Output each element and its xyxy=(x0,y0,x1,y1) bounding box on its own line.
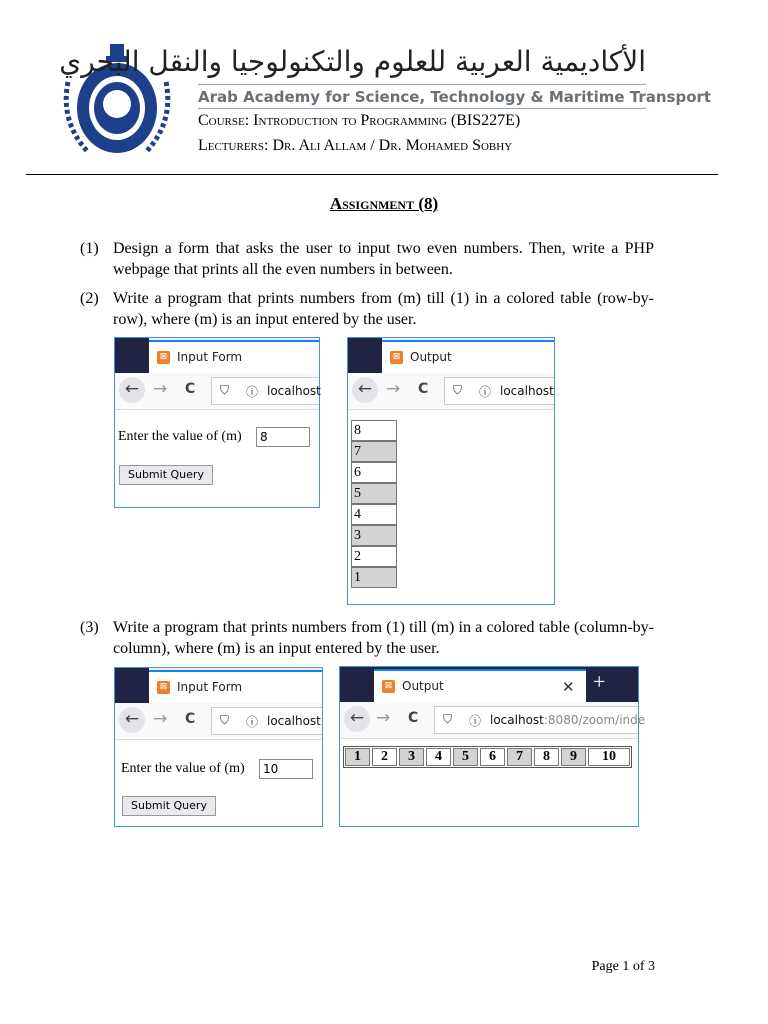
tab-label: Output xyxy=(410,350,452,364)
question-1 xyxy=(80,238,654,280)
table-cell: 4 xyxy=(351,504,397,525)
header-rule xyxy=(26,174,718,175)
q2-input-form-window xyxy=(114,337,320,508)
course-line: Course: Introduction to Programming (BIS227E) xyxy=(198,112,521,129)
table-cell: 2 xyxy=(372,748,397,766)
shield-icon: ⛉ xyxy=(220,713,230,727)
page-number: Page 1 of 3 xyxy=(591,959,655,974)
table-cell: 5 xyxy=(453,748,478,766)
question-3 xyxy=(80,617,654,659)
tab-strip-edge xyxy=(348,338,382,373)
header-divider xyxy=(198,84,646,85)
m-input[interactable] xyxy=(259,759,313,779)
reload-icon[interactable]: C xyxy=(408,710,419,726)
table-cell: 4 xyxy=(426,748,451,766)
question-text: Write a program that prints numbers from (m) till (1) in a colored table (row-by-row), where (m) is an input entered by the user. xyxy=(113,290,654,328)
url-bar[interactable] xyxy=(211,377,319,405)
back-arrow-icon[interactable]: ← xyxy=(119,707,145,733)
question-number: (3) xyxy=(80,619,99,636)
nav-bar xyxy=(115,703,322,740)
back-arrow-icon[interactable]: ← xyxy=(119,377,145,403)
tab-strip-edge xyxy=(115,668,149,703)
table-cell: 6 xyxy=(480,748,505,766)
new-tab-plus-icon[interactable]: + xyxy=(593,669,606,694)
table-cell: 10 xyxy=(588,748,630,766)
xampp-icon: ⊠ xyxy=(157,681,170,694)
back-arrow-icon[interactable]: ← xyxy=(344,706,370,732)
shield-icon: ⛉ xyxy=(443,712,453,726)
m-input-label: Enter the value of (m) xyxy=(118,429,242,444)
back-arrow-icon[interactable]: ← xyxy=(352,377,378,403)
tab-label: Input Form xyxy=(177,680,243,694)
xampp-icon: ⊠ xyxy=(157,351,170,364)
url-host: localhost xyxy=(490,713,544,727)
tab-bar xyxy=(115,338,319,373)
q3-output-window xyxy=(339,666,646,827)
close-tab-icon[interactable]: ✕ xyxy=(562,678,575,696)
table-cell: 8 xyxy=(351,420,397,441)
tab-input-form[interactable] xyxy=(149,340,319,373)
tab-bar xyxy=(348,338,554,373)
tab-label: Output xyxy=(402,679,444,693)
header-divider xyxy=(198,108,646,109)
info-icon: ⓘ xyxy=(246,715,259,729)
question-text: Design a form that asks the user to input two even numbers. Then, write a PHP webpage that prints all the even numbers in between. xyxy=(113,240,654,278)
forward-arrow-icon[interactable]: → xyxy=(386,379,401,399)
url-text: localhost xyxy=(500,384,554,398)
table-cell: 8 xyxy=(534,748,559,766)
horizontal-number-table xyxy=(343,746,632,768)
q2-output-window xyxy=(347,337,555,605)
info-icon: ⓘ xyxy=(246,385,259,399)
forward-arrow-icon[interactable]: → xyxy=(153,709,168,729)
nav-bar xyxy=(348,373,554,410)
table-cell: 1 xyxy=(345,748,370,766)
q3-input-form-window xyxy=(114,667,323,827)
nav-bar xyxy=(340,702,646,739)
lecturers-line: Lecturers: Dr. Ali Allam / Dr. Mohamed Sobhy xyxy=(198,137,513,154)
shield-icon: ⛉ xyxy=(453,383,463,397)
xampp-icon: ⊠ xyxy=(382,680,395,693)
url-bar[interactable] xyxy=(211,707,322,735)
url-bar[interactable] xyxy=(434,706,646,734)
table-cell: 3 xyxy=(399,748,424,766)
url-text xyxy=(490,713,645,727)
academy-name: Arab Academy for Science, Technology & Maritime Transport xyxy=(198,88,712,106)
reload-icon[interactable]: C xyxy=(185,711,196,727)
forward-arrow-icon[interactable]: → xyxy=(376,708,391,728)
submit-query-button[interactable]: Submit Query xyxy=(119,465,213,485)
tab-label: Input Form xyxy=(177,350,243,364)
reload-icon[interactable]: C xyxy=(185,381,196,397)
submit-query-button[interactable]: Submit Query xyxy=(122,796,216,816)
arabic-academy-title: الأكاديمية العربية للعلوم والتكنولوجيا والنقل البحري xyxy=(59,45,646,78)
nav-bar xyxy=(115,373,319,410)
xampp-icon: ⊠ xyxy=(390,351,403,364)
question-text: Write a program that prints numbers from (1) till (m) in a colored table (column-by-column), where (m) is an input entered by the user. xyxy=(113,619,654,657)
table-cell: 3 xyxy=(351,525,397,546)
table-cell: 9 xyxy=(561,748,586,766)
assignment-title: Assignment (8) xyxy=(329,194,439,213)
question-number: (1) xyxy=(80,240,99,257)
url-text: localhost xyxy=(267,384,321,398)
table-cell: 5 xyxy=(351,483,397,504)
question-number: (2) xyxy=(80,290,99,307)
reload-icon[interactable]: C xyxy=(418,381,429,397)
tab-output[interactable] xyxy=(374,669,586,702)
tab-input-form[interactable] xyxy=(149,670,322,703)
m-input-label: Enter the value of (m) xyxy=(121,761,245,776)
m-input[interactable] xyxy=(256,427,310,447)
tab-output[interactable] xyxy=(382,340,554,373)
shield-icon: ⛉ xyxy=(220,383,230,397)
url-text: localhost xyxy=(267,714,321,728)
info-icon: ⓘ xyxy=(479,385,492,399)
table-cell: 6 xyxy=(351,462,397,483)
url-bar[interactable] xyxy=(444,377,554,405)
tab-bar xyxy=(115,668,322,703)
forward-arrow-icon[interactable]: → xyxy=(153,379,168,399)
url-path: :8080/zoom/inde xyxy=(543,713,646,727)
table-cell: 1 xyxy=(351,567,397,588)
table-cell: 7 xyxy=(507,748,532,766)
info-icon: ⓘ xyxy=(469,714,482,728)
table-cell: 2 xyxy=(351,546,397,567)
table-cell: 7 xyxy=(351,441,397,462)
question-2 xyxy=(80,288,654,330)
tab-strip-edge xyxy=(115,338,149,373)
tab-bar xyxy=(340,667,638,702)
